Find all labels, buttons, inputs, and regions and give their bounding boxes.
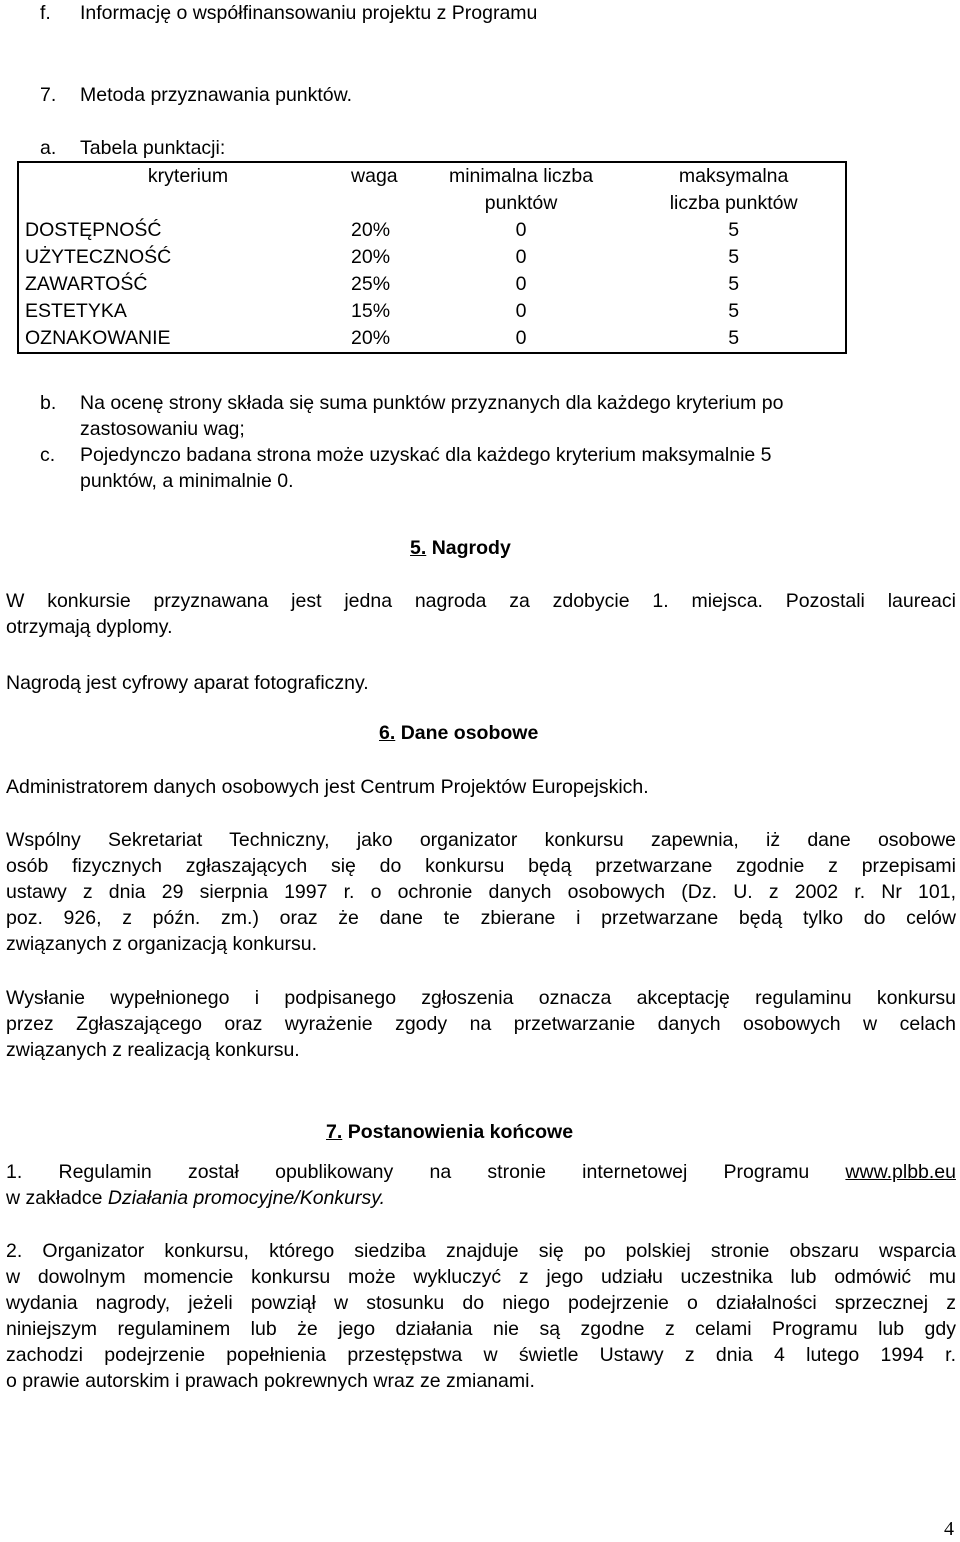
list-text-continuation: punktów, a minimalnie 0. [80,470,294,492]
personal-data-paragraph-3 [6,985,956,1063]
list-item-f [40,0,537,26]
text-line [6,1159,956,1185]
table-cell: ZAWARTOŚĆ [25,273,148,295]
table-row [18,217,846,244]
table-cell: 0 [515,219,527,241]
table-cell: 5 [728,300,740,322]
table-header-row [18,162,846,217]
table-cell: 5 [728,219,740,241]
header-cell: waga [351,165,398,187]
table-cell: 5 [728,246,740,268]
section-heading-final-provisions [326,1119,573,1145]
table-cell: 20% [351,327,391,349]
table-row [18,325,846,353]
text-line [6,1185,956,1211]
text-line: niniejszym regulaminem lub że jego działania nie są zgodne z celami Programu lub gdy [6,1318,956,1340]
section-title: Postanowienia końcowe [347,1121,574,1143]
prizes-paragraph-2: Nagrodą jest cyfrowy aparat fotograficzny. [6,672,369,694]
section-number: 7. [326,1121,343,1143]
table-cell: 5 [728,273,740,295]
table-row [18,244,846,271]
section-number: 6. [379,722,396,744]
table-cell: 5 [728,327,740,349]
list-item-a [40,135,225,161]
list-text: Tabela punktacji: [80,137,226,159]
list-text-continuation: zastosowaniu wag; [80,418,245,440]
table-row [18,271,846,298]
table-cell: OZNAKOWANIE [25,327,171,349]
list-marker: a. [40,137,57,159]
score-table [17,161,847,354]
list-marker: b. [40,392,57,414]
text-span: 1. Regulamin został opublikowany na stronie internetowej Programu [6,1161,810,1183]
table-cell: ESTETYKA [25,300,127,322]
table-cell: DOSTĘPNOŚĆ [25,219,162,241]
table-cell: 0 [515,300,527,322]
table-cell: 20% [351,219,391,241]
header-cell: maksymalna liczba punktów [669,165,798,214]
section-title: Metoda przyznawania punktów. [80,84,353,106]
text-line: związanych z organizacją konkursu. [6,933,318,955]
list-item-b [40,390,783,416]
section-number: 5. [410,537,427,559]
text-line: osób fizycznych zgłaszających się do konkursu będą przetwarzane zgodnie z przepisami [6,855,956,877]
personal-data-paragraph-1: Administratorem danych osobowych jest Centrum Projektów Europejskich. [6,776,649,798]
section-title: Nagrody [431,537,511,559]
header-cell: minimalna liczba punktów [448,165,594,214]
table-cell: 0 [515,327,527,349]
text-line: Wysłanie wypełnionego i podpisanego zgłoszenia oznacza akceptację regulaminu konkursu [6,987,956,1009]
text-line: wydania nagrody, jeżeli powziął w stosunku do niego podejrzenie o działalności sprzecznej z [6,1292,956,1314]
section-heading-method [40,82,352,108]
table-cell: UŻYTECZNOŚĆ [25,246,172,268]
text-line: w dowolnym momencie konkursu może wykluczyć z jego udziału uczestnika lub odmówić mu [6,1266,956,1288]
section-title: Dane osobowe [400,722,539,744]
table-cell: 0 [515,273,527,295]
list-item-c [40,442,772,468]
table-cell: 15% [351,300,391,322]
text-line: W konkursie przyznawana jest jedna nagroda za zdobycie 1. miejsca. Pozostali laureaci [6,590,956,612]
table-cell: 25% [351,273,391,295]
italic-text: Działania promocyjne/Konkursy. [107,1187,385,1209]
section-number: 7. [40,84,57,106]
list-marker: f. [40,2,51,24]
text-line: przez Zgłaszającego oraz wyrażenie zgody na przetwarzanie danych osobowych w celach [6,1013,956,1035]
text-span: w zakładce [6,1187,108,1209]
text-line: otrzymają dyplomy. [6,616,173,638]
final-provisions-paragraph-2 [6,1238,956,1394]
list-text: Pojedynczo badana strona może uzyskać dla każdego kryterium maksymalnie 5 [80,444,772,466]
list-marker: c. [40,444,56,466]
list-text: Informację o współfinansowaniu projektu z Programu [80,2,538,24]
text-line: ustawy z dnia 29 sierpnia 1997 r. o ochronie danych osobowych (Dz. U. z 2002 r. Nr 101, [6,881,956,903]
prizes-paragraph-1 [6,588,956,640]
section-heading-prizes [410,535,511,561]
final-provisions-paragraph-1 [6,1159,956,1211]
header-cell: kryterium [147,165,229,187]
text-line: zachodzi podejrzenie popełnienia przestępstwa w świetle Ustawy z dnia 4 lutego 1994 r. [6,1344,956,1366]
personal-data-paragraph-2 [6,827,956,957]
list-text: Na ocenę strony składa się suma punktów przyznanych dla każdego kryterium po [80,392,784,414]
page-number: 4 [944,1518,954,1540]
table-row [18,298,846,325]
text-line: związanych z realizacją konkursu. [6,1039,300,1061]
table-cell: 20% [351,246,391,268]
text-line: o prawie autorskim i prawach pokrewnych wraz ze zmianami. [6,1370,535,1392]
text-line: 2. Organizator konkursu, którego siedziba znajduje się po polskiej stronie obszaru wsparcia [6,1240,956,1262]
table-cell: 0 [515,246,527,268]
program-website-link[interactable]: www.plbb.eu [845,1161,956,1183]
text-line: poz. 926, z późn. zm.) oraz że dane te zbierane i przetwarzane będą tylko do celów [6,907,956,929]
text-line: Wspólny Sekretariat Techniczny, jako organizator konkursu zapewnia, iż dane osobowe [6,829,956,851]
section-heading-personal-data [379,720,538,746]
